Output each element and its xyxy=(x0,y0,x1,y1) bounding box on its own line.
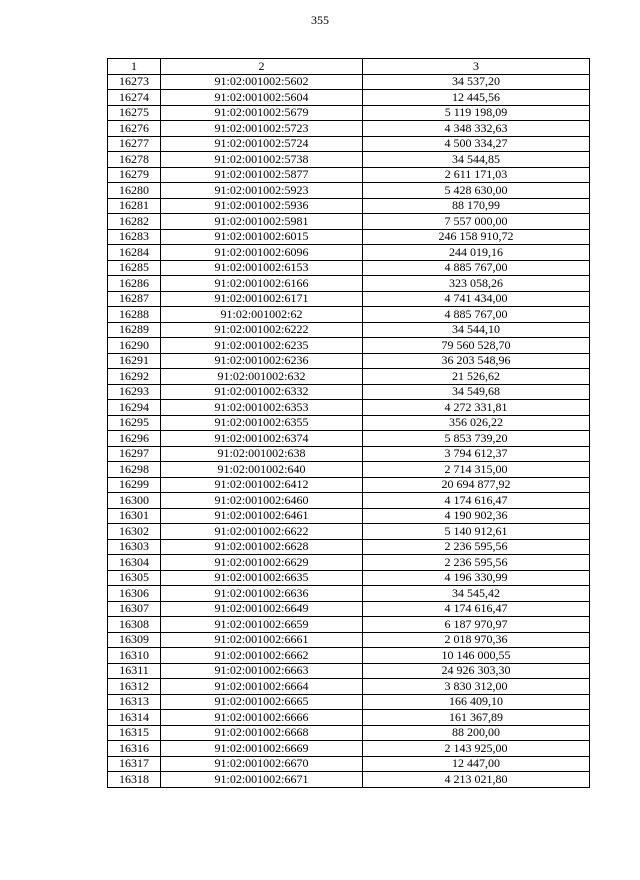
row-number-cell: 16307 xyxy=(108,601,161,617)
value-cell: 88 200,00 xyxy=(363,725,590,741)
value-cell: 244 019,16 xyxy=(363,245,590,261)
value-cell: 323 058,26 xyxy=(363,276,590,292)
value-cell: 12 445,56 xyxy=(363,90,590,106)
cadastral-number-cell: 91:02:001002:6668 xyxy=(161,725,363,741)
cadastral-number-cell: 91:02:001002:5724 xyxy=(161,136,363,152)
value-cell: 2 611 171,03 xyxy=(363,167,590,183)
table-row xyxy=(108,756,590,772)
column-header-3: 3 xyxy=(363,59,590,75)
table-row xyxy=(108,322,590,338)
value-cell: 4 174 616,47 xyxy=(363,601,590,617)
row-number-cell: 16303 xyxy=(108,539,161,555)
value-cell: 2 018 970,36 xyxy=(363,632,590,648)
value-cell: 5 119 198,09 xyxy=(363,105,590,121)
value-cell: 7 557 000,00 xyxy=(363,214,590,230)
cadastral-number-cell: 91:02:001002:6665 xyxy=(161,694,363,710)
table-row xyxy=(108,617,590,633)
cadastral-number-cell: 91:02:001002:6663 xyxy=(161,663,363,679)
value-cell: 34 544,85 xyxy=(363,152,590,168)
cadastral-number-cell: 91:02:001002:5981 xyxy=(161,214,363,230)
value-cell: 4 500 334,27 xyxy=(363,136,590,152)
cadastral-number-cell: 91:02:001002:6664 xyxy=(161,679,363,695)
row-number-cell: 16293 xyxy=(108,384,161,400)
cadastral-number-cell: 91:02:001002:5723 xyxy=(161,121,363,137)
value-cell: 3 794 612,37 xyxy=(363,446,590,462)
row-number-cell: 16311 xyxy=(108,663,161,679)
table-row xyxy=(108,431,590,447)
value-cell: 356 026,22 xyxy=(363,415,590,431)
value-cell: 5 428 630,00 xyxy=(363,183,590,199)
value-cell: 3 830 312,00 xyxy=(363,679,590,695)
row-number-cell: 16278 xyxy=(108,152,161,168)
cadastral-number-cell: 91:02:001002:5604 xyxy=(161,90,363,106)
cadastral-number-cell: 91:02:001002:632 xyxy=(161,369,363,385)
cadastral-number-cell: 91:02:001002:6353 xyxy=(161,400,363,416)
table-row xyxy=(108,74,590,90)
cadastral-number-cell: 91:02:001002:6661 xyxy=(161,632,363,648)
table-row xyxy=(108,152,590,168)
table-row xyxy=(108,772,590,788)
table-row xyxy=(108,136,590,152)
row-number-cell: 16295 xyxy=(108,415,161,431)
cadastral-number-cell: 91:02:001002:62 xyxy=(161,307,363,323)
table-row xyxy=(108,229,590,245)
table-row xyxy=(108,105,590,121)
row-number-cell: 16289 xyxy=(108,322,161,338)
table-row xyxy=(108,446,590,462)
cadastral-number-cell: 91:02:001002:6153 xyxy=(161,260,363,276)
row-number-cell: 16312 xyxy=(108,679,161,695)
cadastral-number-cell: 91:02:001002:6671 xyxy=(161,772,363,788)
row-number-cell: 16305 xyxy=(108,570,161,586)
table-row xyxy=(108,415,590,431)
row-number-cell: 16281 xyxy=(108,198,161,214)
value-cell: 88 170,99 xyxy=(363,198,590,214)
value-cell: 34 544,10 xyxy=(363,322,590,338)
row-number-cell: 16300 xyxy=(108,493,161,509)
value-cell: 4 190 902,36 xyxy=(363,508,590,524)
registry-table xyxy=(107,58,590,788)
row-number-cell: 16292 xyxy=(108,369,161,385)
table-row xyxy=(108,493,590,509)
row-number-cell: 16277 xyxy=(108,136,161,152)
cadastral-number-cell: 91:02:001002:6662 xyxy=(161,648,363,664)
row-number-cell: 16282 xyxy=(108,214,161,230)
table-row xyxy=(108,477,590,493)
row-number-cell: 16294 xyxy=(108,400,161,416)
cadastral-number-cell: 91:02:001002:6460 xyxy=(161,493,363,509)
cadastral-number-cell: 91:02:001002:6622 xyxy=(161,524,363,540)
value-cell: 2 714 315,00 xyxy=(363,462,590,478)
table-row xyxy=(108,555,590,571)
row-number-cell: 16284 xyxy=(108,245,161,261)
value-cell: 34 537,20 xyxy=(363,74,590,90)
cadastral-number-cell: 91:02:001002:6669 xyxy=(161,741,363,757)
table-row xyxy=(108,539,590,555)
row-number-cell: 16306 xyxy=(108,586,161,602)
table-row xyxy=(108,245,590,261)
table-row xyxy=(108,167,590,183)
row-number-cell: 16308 xyxy=(108,617,161,633)
table-row xyxy=(108,90,590,106)
cadastral-number-cell: 91:02:001002:6096 xyxy=(161,245,363,261)
cadastral-number-cell: 91:02:001002:6236 xyxy=(161,353,363,369)
table-header-row xyxy=(108,59,590,75)
table-row xyxy=(108,694,590,710)
row-number-cell: 16318 xyxy=(108,772,161,788)
row-number-cell: 16273 xyxy=(108,74,161,90)
cadastral-number-cell: 91:02:001002:5936 xyxy=(161,198,363,214)
cadastral-number-cell: 91:02:001002:6461 xyxy=(161,508,363,524)
table-row xyxy=(108,601,590,617)
cadastral-number-cell: 91:02:001002:640 xyxy=(161,462,363,478)
row-number-cell: 16309 xyxy=(108,632,161,648)
value-cell: 20 694 877,92 xyxy=(363,477,590,493)
value-cell: 12 447,00 xyxy=(363,756,590,772)
table-row xyxy=(108,524,590,540)
table-row xyxy=(108,353,590,369)
table-row xyxy=(108,725,590,741)
cadastral-number-cell: 91:02:001002:6171 xyxy=(161,291,363,307)
cadastral-number-cell: 91:02:001002:5679 xyxy=(161,105,363,121)
row-number-cell: 16287 xyxy=(108,291,161,307)
value-cell: 2 143 925,00 xyxy=(363,741,590,757)
value-cell: 79 560 528,70 xyxy=(363,338,590,354)
value-cell: 4 348 332,63 xyxy=(363,121,590,137)
value-cell: 2 236 595,56 xyxy=(363,539,590,555)
table-row xyxy=(108,462,590,478)
cadastral-number-cell: 91:02:001002:6629 xyxy=(161,555,363,571)
cadastral-number-cell: 91:02:001002:6628 xyxy=(161,539,363,555)
row-number-cell: 16296 xyxy=(108,431,161,447)
value-cell: 10 146 000,55 xyxy=(363,648,590,664)
value-cell: 4 196 330,99 xyxy=(363,570,590,586)
row-number-cell: 16286 xyxy=(108,276,161,292)
value-cell: 4 885 767,00 xyxy=(363,307,590,323)
row-number-cell: 16304 xyxy=(108,555,161,571)
cadastral-number-cell: 91:02:001002:6659 xyxy=(161,617,363,633)
table-row xyxy=(108,183,590,199)
cadastral-number-cell: 91:02:001002:5602 xyxy=(161,74,363,90)
table-row xyxy=(108,260,590,276)
table-row xyxy=(108,307,590,323)
page-number: 355 xyxy=(311,13,329,27)
cadastral-number-cell: 91:02:001002:6649 xyxy=(161,601,363,617)
row-number-cell: 16314 xyxy=(108,710,161,726)
value-cell: 4 272 331,81 xyxy=(363,400,590,416)
value-cell: 34 545,42 xyxy=(363,586,590,602)
cadastral-number-cell: 91:02:001002:6635 xyxy=(161,570,363,586)
row-number-cell: 16275 xyxy=(108,105,161,121)
table-row xyxy=(108,276,590,292)
table-row xyxy=(108,632,590,648)
table-body xyxy=(108,74,590,787)
cadastral-number-cell: 91:02:001002:6636 xyxy=(161,586,363,602)
table-row xyxy=(108,648,590,664)
value-cell: 4 213 021,80 xyxy=(363,772,590,788)
table-row xyxy=(108,679,590,695)
value-cell: 5 853 739,20 xyxy=(363,431,590,447)
cadastral-number-cell: 91:02:001002:6355 xyxy=(161,415,363,431)
cadastral-number-cell: 91:02:001002:6166 xyxy=(161,276,363,292)
row-number-cell: 16313 xyxy=(108,694,161,710)
cadastral-number-cell: 91:02:001002:6015 xyxy=(161,229,363,245)
cadastral-number-cell: 91:02:001002:6374 xyxy=(161,431,363,447)
value-cell: 4 885 767,00 xyxy=(363,260,590,276)
row-number-cell: 16298 xyxy=(108,462,161,478)
value-cell: 246 158 910,72 xyxy=(363,229,590,245)
value-cell: 4 741 434,00 xyxy=(363,291,590,307)
row-number-cell: 16283 xyxy=(108,229,161,245)
row-number-cell: 16315 xyxy=(108,725,161,741)
row-number-cell: 16316 xyxy=(108,741,161,757)
table-row xyxy=(108,338,590,354)
column-header-2: 2 xyxy=(161,59,363,75)
row-number-cell: 16285 xyxy=(108,260,161,276)
row-number-cell: 16317 xyxy=(108,756,161,772)
row-number-cell: 16297 xyxy=(108,446,161,462)
row-number-cell: 16276 xyxy=(108,121,161,137)
column-header-1: 1 xyxy=(108,59,161,75)
row-number-cell: 16291 xyxy=(108,353,161,369)
row-number-cell: 16299 xyxy=(108,477,161,493)
value-cell: 24 926 303,30 xyxy=(363,663,590,679)
value-cell: 34 549,68 xyxy=(363,384,590,400)
cadastral-number-cell: 91:02:001002:6666 xyxy=(161,710,363,726)
cadastral-number-cell: 91:02:001002:6222 xyxy=(161,322,363,338)
cadastral-number-cell: 91:02:001002:6235 xyxy=(161,338,363,354)
row-number-cell: 16301 xyxy=(108,508,161,524)
table-row xyxy=(108,214,590,230)
cadastral-number-cell: 91:02:001002:5877 xyxy=(161,167,363,183)
cadastral-number-cell: 91:02:001002:5923 xyxy=(161,183,363,199)
table-row xyxy=(108,570,590,586)
table-row xyxy=(108,508,590,524)
row-number-cell: 16310 xyxy=(108,648,161,664)
value-cell: 5 140 912,61 xyxy=(363,524,590,540)
table-row xyxy=(108,369,590,385)
cadastral-number-cell: 91:02:001002:6412 xyxy=(161,477,363,493)
cadastral-number-cell: 91:02:001002:5738 xyxy=(161,152,363,168)
table-row xyxy=(108,400,590,416)
cadastral-number-cell: 91:02:001002:6332 xyxy=(161,384,363,400)
value-cell: 21 526,62 xyxy=(363,369,590,385)
row-number-cell: 16290 xyxy=(108,338,161,354)
value-cell: 161 367,89 xyxy=(363,710,590,726)
table-row xyxy=(108,741,590,757)
row-number-cell: 16280 xyxy=(108,183,161,199)
table-row xyxy=(108,198,590,214)
cadastral-number-cell: 91:02:001002:638 xyxy=(161,446,363,462)
table-row xyxy=(108,384,590,400)
table-row xyxy=(108,291,590,307)
table-row xyxy=(108,586,590,602)
value-cell: 36 203 548,96 xyxy=(363,353,590,369)
value-cell: 6 187 970,97 xyxy=(363,617,590,633)
table-row xyxy=(108,121,590,137)
row-number-cell: 16274 xyxy=(108,90,161,106)
cadastral-number-cell: 91:02:001002:6670 xyxy=(161,756,363,772)
value-cell: 2 236 595,56 xyxy=(363,555,590,571)
row-number-cell: 16279 xyxy=(108,167,161,183)
table-row xyxy=(108,663,590,679)
table-row xyxy=(108,710,590,726)
value-cell: 4 174 616,47 xyxy=(363,493,590,509)
value-cell: 166 409,10 xyxy=(363,694,590,710)
row-number-cell: 16288 xyxy=(108,307,161,323)
row-number-cell: 16302 xyxy=(108,524,161,540)
